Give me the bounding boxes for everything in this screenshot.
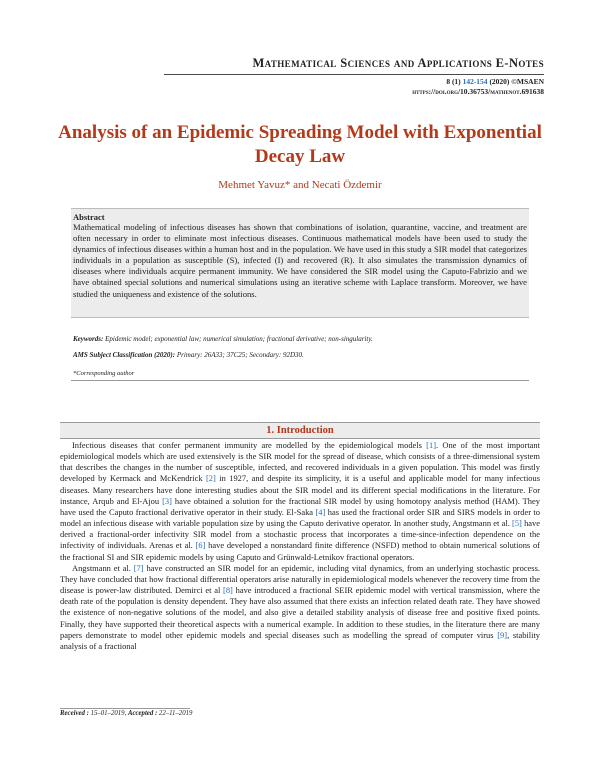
body-text-run: Infectious diseases that confer permanent immunity are modelled by the epidemiological models [72,440,427,450]
header-rule [164,74,544,75]
abstract-heading: Abstract [73,212,105,222]
received-date: 15–01–2019, [90,710,127,717]
accepted-label: Accepted : [127,710,158,717]
body-text-run: in 1927, and despite its simplicity, it is a useful and applicable model for many infectious diseases. Many researchers have done interesting studies about the SIR model and its different special modifications in the literature. For instance, Arqub and El-Ajou [60,473,541,506]
journal-meta [446,77,544,86]
abstract-box [71,208,529,318]
footer-rule [60,708,190,709]
body-paragraph [60,440,540,563]
citation-link[interactable]: [3] [162,495,172,506]
body-text-run: have derived a fractional-order infectivity SIR model from a stochastic process that incorporates a time-since-infection dependence on the infectivity of individuals. Arenas et al. [60,518,540,551]
citation-link[interactable]: [6] [195,540,206,551]
keywords-text: Epidemic model; exponential law; numerical simulation; fractional derivative; non-singularity. [105,335,373,343]
submission-dates [60,710,192,717]
ams-classification [73,351,529,359]
ams-label: AMS Subject Classification (2020): [73,351,176,359]
received-label: Received : [60,710,89,717]
citation-link[interactable]: [9] [497,629,508,640]
journal-header [252,56,544,71]
body-text-run: have developed a nonstandard finite difference (NSFD) method to obtain numerical solutions of the fractional SI and SIR epidemic models by using Caputo and Grünwald-Letnikov fractional operators. [60,540,540,562]
body-text-run: have constructed an SIR model for an epidemic, including vital dynamics, from an underlying stochastic process. They have concluded that how fractional differential operators arise naturally in epidemiological models whenever the recovery time from the disease is power-law distributed. Demirci et al [60,562,540,596]
body-paragraph [60,563,540,652]
body-text-run: Angstmann et al. [72,562,134,573]
citation-link[interactable]: [4] [315,506,326,517]
page-range-link[interactable]: 142-154 [462,77,488,86]
section-heading: 1. Introduction [60,422,540,439]
body-text-run: , stability analysis of a fractional [60,629,541,651]
corresponding-author-note: *Corresponding author [73,370,135,377]
citation-link[interactable]: [7] [133,562,144,573]
year-publisher: (2020) ©MSAEN [489,77,544,86]
keywords-label: Keywords: [73,335,104,343]
citation-link[interactable]: [1] [426,440,437,450]
abstract-text: Mathematical modeling of infectious diseases has shown that combinations of isolation, quarantine, vaccine, and treatment are often necessary in order to eliminate most infectious diseases. Continuous mathematical models have been used to study the dynamics of infectious diseases within a human host and in the population. We have used in this study a SIR model that categorizes individuals in a population as susceptible (S), infected (I) and recovered (R). It also simulates the transmission dynamics of diseases where individuals acquire permanent immunity. We have considered the SIR model using the Caputo-Fabrizio and we have obtained special solutions and numerical simulations using an iterative scheme with Laplace transform. Moreover, we have studied the uniqueness and existence of the solutions. [73,222,527,299]
volume-issue: 8 (1) [446,77,461,86]
citation-link[interactable]: [8] [223,585,233,596]
body-text-run: has used the fractional order SIR and SIRS models in order to model an infectious disease with variable population size by using the Caputo derivative operator. In another study, Angstmann et al. [60,506,540,529]
introduction-body [60,440,540,652]
author-list: Mehmet Yavuz* and Necati Özdemir [218,179,382,191]
body-text-run: have obtained a solution for the fractional SIR model by using homotopy analysis method (HAM). They have used the Caputo fractional derivative operator in their study. El-Saka [60,495,540,517]
accepted-date: 22–11–2019 [158,710,193,717]
citation-link[interactable]: [2] [205,473,216,484]
keywords [73,335,529,343]
ams-text: Primary: 26A33; 37C25; Secondary: 92D30. [176,351,304,359]
footnote-rule [71,380,529,381]
paper-title: Analysis of an Epidemic Spreading Model with Exponential Decay Law [58,122,542,167]
doi-link[interactable]: https://doi.org/10.36753/mathenot.691638 [412,87,544,96]
journal-name: Mathematical Sciences and Applications E-Notes [252,56,544,70]
citation-link[interactable]: [5] [512,518,522,529]
body-text-run: . One of the most important epidemiological models which are used extensively is the SIR model for the spread of disease, which consists of a three-dimensional system that describes the changes in the number of susceptible, infected, and recovered individuals in a given population. This model was firstly developed by Kermack and McKendrick [60,440,540,484]
body-text-run: have introduced a fractional SEIR epidemic model with vertical transmission, where the death rate of the population is density dependent. They have also assumed that there exists an infection related death rate. They have showed the existence of non-negative solutions of the model, and also give a detailed stability analysis of disease free and positive fixed points. Finally, they have supported their theoretical aspects with a numerical example. In addition to these studies, in the literature there are many papers demonstrate to model other epidemic models and special diseases such as modelling the spread of computer virus [60,585,540,640]
